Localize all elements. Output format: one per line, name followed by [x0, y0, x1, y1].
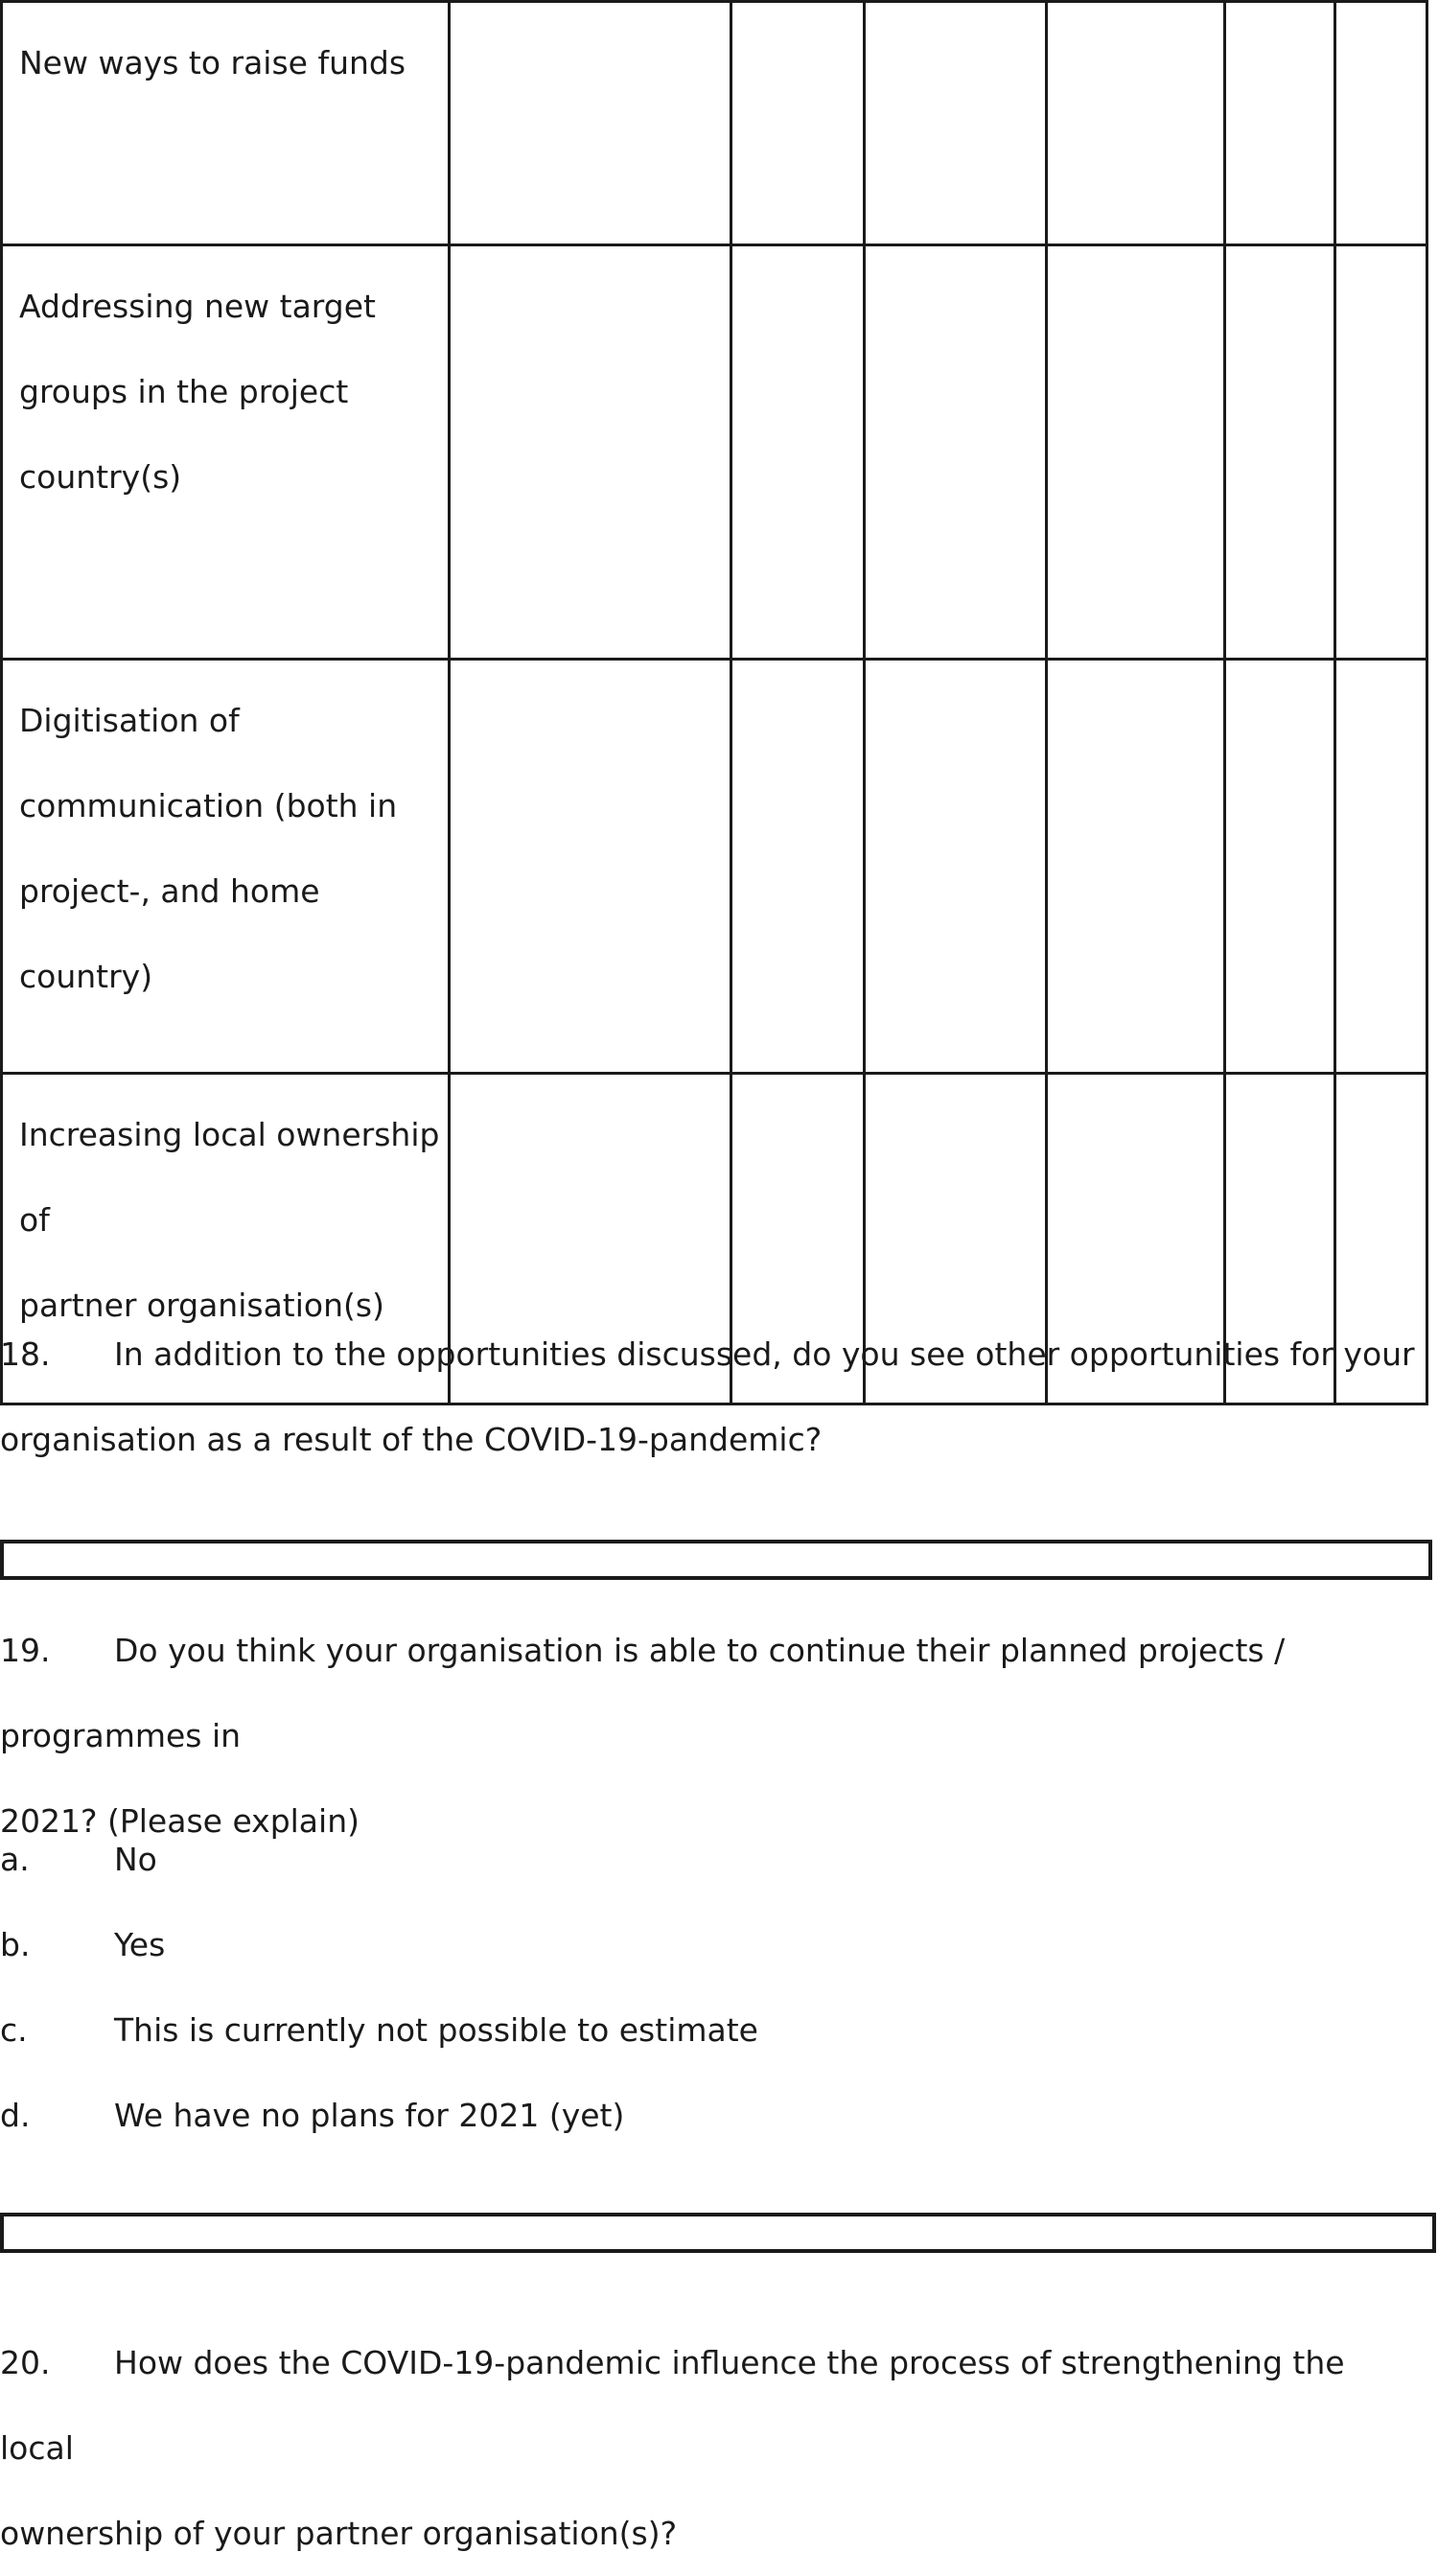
question-number: 20. — [0, 2344, 51, 2381]
row-label-line: project-, and home country) — [19, 872, 320, 995]
table-row — [2, 2, 1427, 245]
option-no[interactable] — [0, 1817, 758, 1902]
row-label-line: communication (both in — [19, 787, 398, 824]
question-text: In addition to the opportunities discussed, do you see other opportunities for your — [114, 1335, 1415, 1373]
question-line — [0, 1311, 1419, 1397]
option-text: We have no plans for 2021 (yet) — [114, 2097, 625, 2134]
question-line — [0, 2320, 1419, 2491]
option-text: Yes — [114, 1926, 166, 1963]
question-text: Do you think your organisation is able to continue their planned projects / programmes in — [0, 1632, 1286, 1754]
rating-cell[interactable] — [731, 660, 865, 1074]
table-row — [2, 245, 1427, 660]
row-label — [2, 2, 450, 245]
rating-cell[interactable] — [1335, 2, 1427, 245]
answer-input-q18[interactable] — [0, 1540, 1432, 1580]
question-18 — [0, 1311, 1419, 1482]
rating-cell[interactable] — [731, 2, 865, 245]
rating-cell[interactable] — [1335, 245, 1427, 660]
option-letter: a. — [0, 1841, 30, 1878]
option-text: No — [114, 1841, 157, 1878]
option-letter: d. — [0, 2097, 31, 2134]
row-label-line: country(s) — [19, 458, 182, 496]
row-label-line: Digitisation of — [19, 702, 240, 739]
table-row — [2, 660, 1427, 1074]
question-text: How does the COVID-19-pandemic influence the process of strengthening the local — [0, 2344, 1345, 2467]
rating-cell[interactable] — [1225, 660, 1335, 1074]
rating-cell[interactable] — [865, 245, 1047, 660]
rating-cell[interactable] — [731, 245, 865, 660]
row-label-line: Addressing new target — [19, 288, 376, 325]
option-text: This is currently not possible to estimate — [114, 2011, 758, 2049]
rating-cell[interactable] — [865, 2, 1047, 245]
question-line: ownership of your partner organisation(s)? — [0, 2515, 678, 2552]
option-yes[interactable] — [0, 1902, 758, 1987]
q19-options — [0, 1817, 758, 2158]
rating-cell[interactable] — [1225, 245, 1335, 660]
row-label — [2, 660, 450, 1074]
option-letter: b. — [0, 1926, 31, 1963]
rating-cell[interactable] — [1047, 245, 1225, 660]
rating-cell[interactable] — [1047, 660, 1225, 1074]
rating-cell[interactable] — [1047, 2, 1225, 245]
rating-cell[interactable] — [1335, 660, 1427, 1074]
rating-cell[interactable] — [865, 660, 1047, 1074]
question-line: organisation as a result of the COVID-19-pandemic? — [0, 1421, 823, 1458]
row-label-line: partner organisation(s) — [19, 1287, 384, 1324]
question-line — [0, 1608, 1428, 1778]
question-number: 18. — [0, 1335, 51, 1373]
option-no-plans[interactable] — [0, 2073, 758, 2158]
row-label-line: groups in the project — [19, 373, 349, 410]
question-line: 2021? (Please explain) — [0, 1802, 360, 1840]
option-not-possible[interactable] — [0, 1987, 758, 2073]
rating-cell[interactable] — [450, 2, 731, 245]
row-label-line: New ways to raise funds — [19, 44, 406, 81]
question-number: 19. — [0, 1632, 51, 1669]
question-20 — [0, 2320, 1419, 2576]
rating-cell[interactable] — [1225, 2, 1335, 245]
rating-cell[interactable] — [450, 660, 731, 1074]
row-label — [2, 245, 450, 660]
row-label-line: Increasing local ownership of — [19, 1116, 440, 1239]
option-letter: c. — [0, 2011, 28, 2049]
answer-input-q19[interactable] — [0, 2213, 1436, 2253]
rating-cell[interactable] — [450, 245, 731, 660]
